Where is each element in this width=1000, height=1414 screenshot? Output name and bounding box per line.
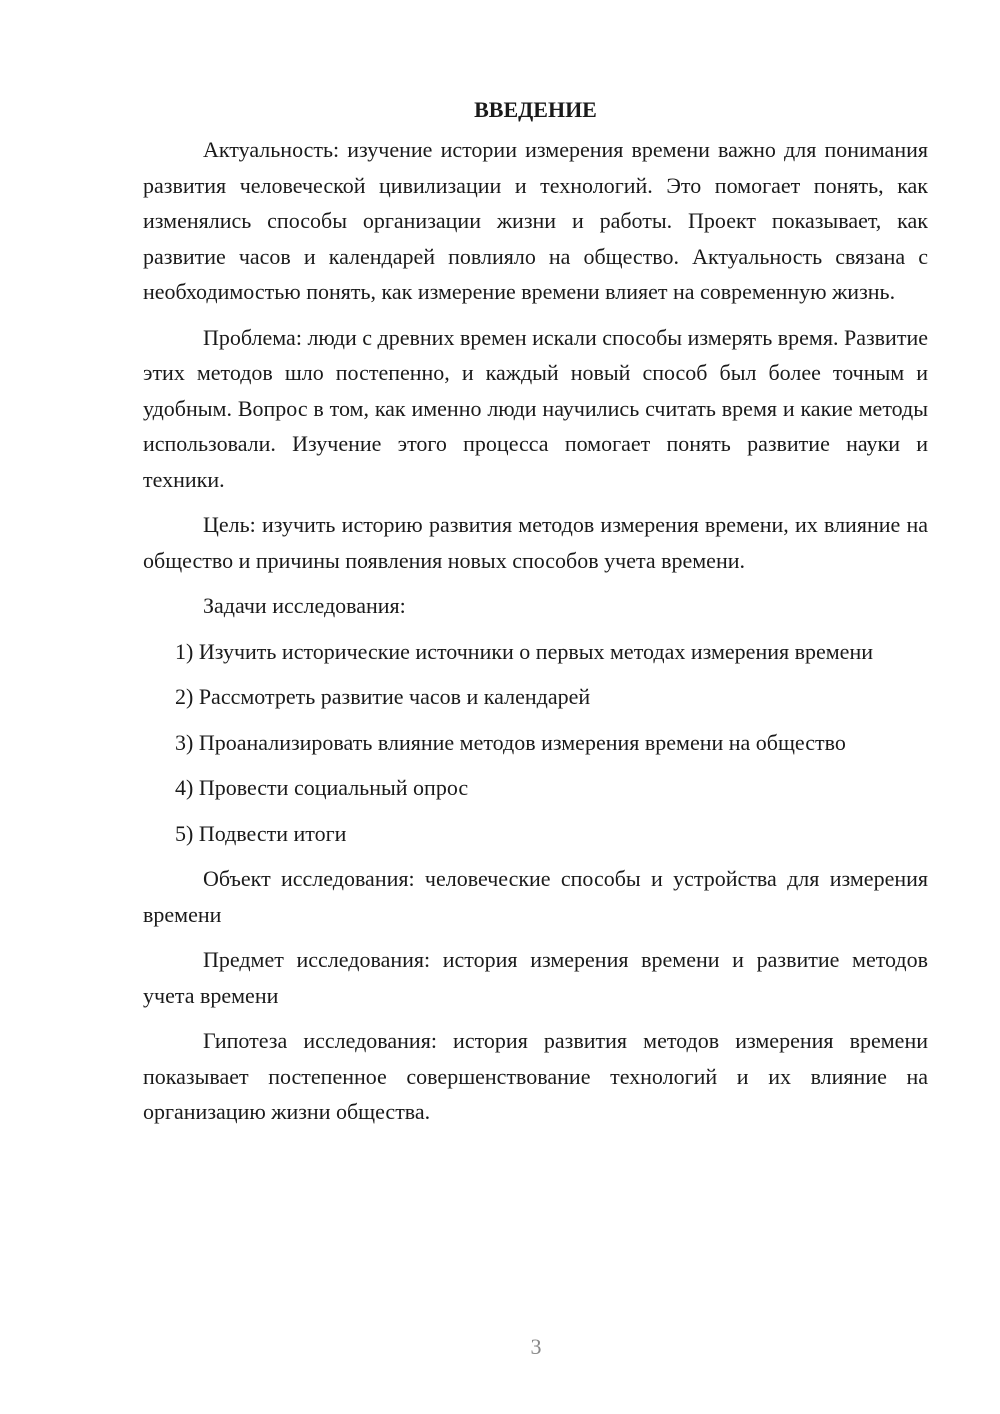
task-item-5: 5) Подвести итоги <box>175 820 347 846</box>
page-title: ВВЕДЕНИЕ <box>474 97 597 122</box>
paragraph-problem: Проблема: люди с древних времен искали способы измерять время. Развитие этих методов шло постепенно, и каждый новый способ был более точным и удобным. Вопрос в том, как именно люди научились считать время и какие методы использовали. Изучение этого процесса помогает понять развитие науки и техники. <box>143 324 928 492</box>
page-number: 3 <box>530 1334 542 1359</box>
document-page <box>143 92 928 1140</box>
paragraph-relevance: Актуальность: изучение истории измерения времени важно для понимания развития человеческой цивилизации и технологий. Это помогает понять, как изменялись способы организации жизни и работы. Проект показывает, как развитие часов и календарей повлияло на общество. Актуальность связана с необходимостью понять, как измерение времени влияет на современную жизнь. <box>143 137 928 304</box>
task-item-1: 1) Изучить исторические источники о первых методах измерения времени <box>175 638 873 664</box>
paragraph-goal: Цель: изучить историю развития методов измерения времени, их влияние на общество и причины появления новых способов учета времени. <box>143 512 928 573</box>
paragraph-tasks-heading: Задачи исследования: <box>203 593 406 618</box>
paragraph-subject: Предмет исследования: история измерения времени и развитие методов учета времени <box>143 947 928 1008</box>
task-item-3: 3) Проанализировать влияние методов измерения времени на общество <box>175 729 846 755</box>
paragraph-hypothesis: Гипотеза исследования: история развития методов измерения времени показывает постепенное совершенствование технологий и их влияние на организацию жизни общества. <box>143 1028 928 1124</box>
task-item-4: 4) Провести социальный опрос <box>175 775 469 800</box>
paragraph-object: Объект исследования: человеческие способы и устройства для измерения времени <box>143 866 928 927</box>
task-item-2: 2) Рассмотреть развитие часов и календарей <box>175 684 591 709</box>
